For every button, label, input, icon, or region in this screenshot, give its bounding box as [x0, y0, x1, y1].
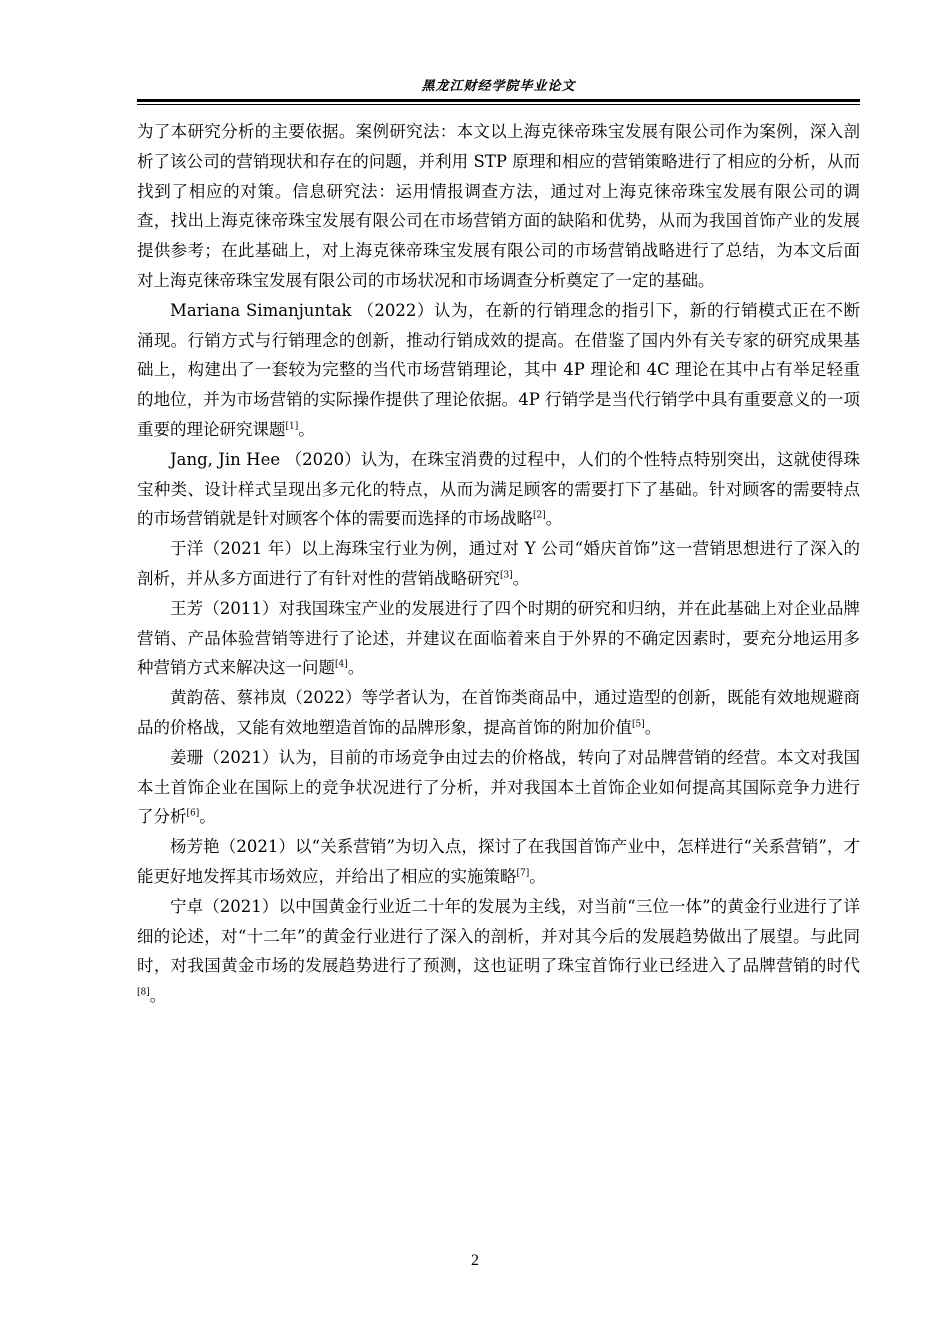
citation-ref: [5]	[632, 719, 645, 730]
paragraph-text: 王芳（2011）对我国珠宝产业的发展进行了四个时期的研究和归纳，并在此基础上对企业品牌营销、产品体验营销等进行了论述，并建议在面临着来自于外界的不确定因素时，要充分地运用多种营销方式来解决这一问题	[137, 598, 860, 678]
citation-ref: [3]	[500, 570, 513, 581]
citation-ref: [7]	[516, 868, 530, 879]
citation-ref: [8]	[137, 987, 150, 998]
paragraph-tail: 。	[298, 419, 315, 439]
citation-ref: [1]	[285, 421, 299, 432]
paragraph-methods	[137, 117, 860, 296]
paragraph-jiangshan	[137, 743, 860, 832]
header-rule-thin	[137, 104, 860, 105]
paragraph-tail: 。	[347, 658, 365, 678]
citation-ref: [6]	[186, 808, 200, 819]
paragraph-tail: 。	[512, 568, 530, 588]
paragraph-tail: 。	[545, 509, 563, 529]
paragraph-tail: 。	[149, 986, 167, 1006]
paragraph-text: 于洋（2021 年）以上海珠宝行业为例，通过对 Y 公司“婚庆首饰”这一营销思想进行了深入的剖析，并从多方面进行了有针对性的营销战略研究	[137, 539, 860, 588]
paragraph-text: 黄韵蓓、蔡祎岚（2022）等学者认为，在首饰类商品中，通过造型的创新，既能有效地规避商品的价格战，又能有效地塑造首饰的品牌形象，提高首饰的附加价值	[137, 688, 860, 737]
paragraph-wangfang	[137, 594, 860, 683]
paragraph-text: 宁卓（2021）以中国黄金行业近二十年的发展为主线，对当前“三位一体”的黄金行业进行了详细的论述，对“十二年”的黄金行业进行了深入的剖析，并对其今后的发展趋势做出了展望。与此同时，对我国黄金市场的发展趋势进行了预测，这也证明了珠宝首饰行业已经进入了品牌营销的时代	[137, 896, 860, 976]
paragraph-tail: 。	[529, 866, 546, 886]
citation-ref: [4]	[335, 659, 348, 670]
paragraph-tail: 。	[199, 807, 216, 827]
paragraph-yangfangyan	[137, 832, 860, 892]
paragraph-text: 姜珊（2021）认为，目前的市场竞争由过去的价格战，转向了对品牌营销的经营。本文对我国本土首饰企业在国际上的竞争状况进行了分析，并对我国本土首饰企业如何提高其国际竞争力进行了分析	[137, 747, 860, 827]
paragraph-text: Mariana Simanjuntak （2022）认为，在新的行销理念的指引下，新的行销模式正在不断涌现。行销方式与行销理念的创新，推动行销成效的提高。在借鉴了国内外有关专家的研究成果基础上，构建出了一套较为完整的当代市场营销理论，其中 4P 理论和 4C 理论在其中占有举足轻重的地位，并为市场营销的实际操作提供了理论依据。4P 行销学是当代行销学中具有重要意义的一项重要的理论研究课题	[137, 300, 860, 439]
paragraph-yuyang	[137, 534, 860, 594]
paragraph-huang-cai	[137, 683, 860, 743]
citation-ref: [2]	[533, 510, 546, 521]
page-number: 2	[471, 1252, 479, 1269]
paragraph-jang	[137, 445, 860, 534]
paragraph-tail: 。	[644, 717, 662, 737]
paragraph-text: Jang, Jin Hee （2020）认为，在珠宝消费的过程中，人们的个性特点特别突出，这就使得珠宝种类、设计样式呈现出多元化的特点，从而为满足顾客的需要打下了基础。针对顾客的需要特点的市场营销就是针对顾客个体的需要而选择的市场战略	[137, 449, 860, 529]
paragraph-text: 为了本研究分析的主要依据。案例研究法：本文以上海克徕帝珠宝发展有限公司作为案例，深入剖析了该公司的营销现状和存在的问题，并利用 STP 原理和相应的营销策略进行了相应的分析，从而找到了相应的对策。信息研究法：运用情报调查方法，通过对上海克徕帝珠宝发展有限公司的调查，找出上海克徕帝珠宝发展有限公司在市场营销方面的缺陷和优势，从而为我国首饰产业的发展提供参考；在此基础上，对上海克徕帝珠宝发展有限公司的市场营销战略进行了总结，为本文后面对上海克徕帝珠宝发展有限公司的市场状况和市场调查分析奠定了一定的基础。	[137, 122, 860, 290]
paragraph-ningzhuo	[137, 892, 860, 1011]
running-header: 黑龙江财经学院毕业论文	[421, 79, 576, 94]
paragraph-text: 杨芳艳（2021）以“关系营销”为切入点，探讨了在我国首饰产业中，怎样进行“关系营销”，才能更好地发挥其市场效应，并给出了相应的实施策略	[137, 837, 860, 886]
body-text	[137, 117, 860, 1011]
paragraph-simanjuntak	[137, 296, 860, 445]
header-rule-thick	[137, 99, 860, 102]
